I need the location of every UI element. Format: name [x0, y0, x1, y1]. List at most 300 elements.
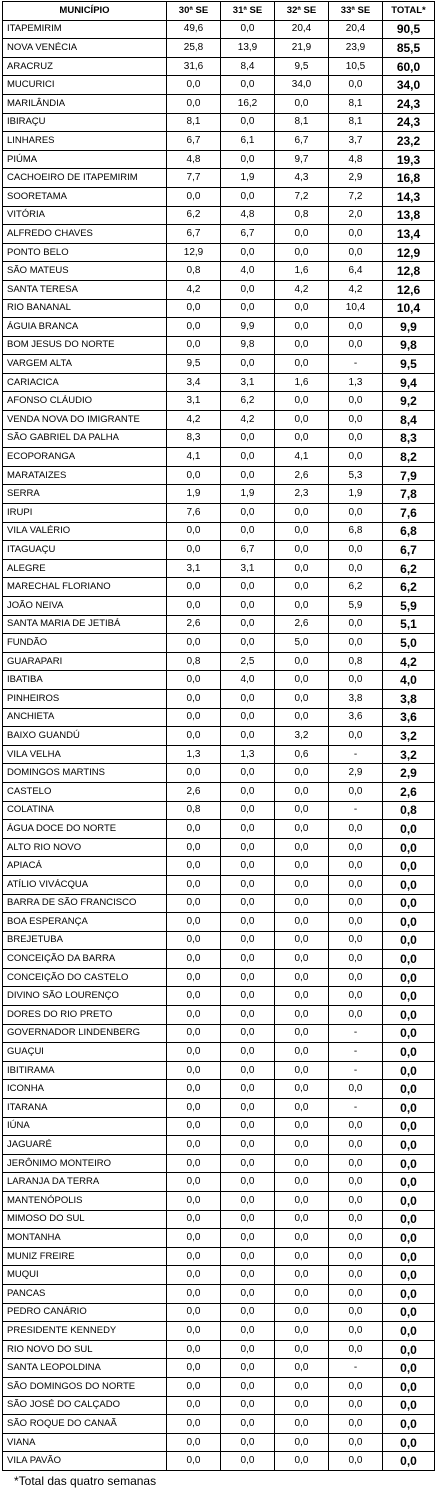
table-row	[3, 1415, 435, 1434]
week-31-cell: 0,0	[221, 466, 275, 485]
week-33-cell: 0,0	[329, 931, 383, 950]
week-30-cell: 9,5	[167, 355, 221, 374]
total-cell: 9,8	[383, 336, 435, 355]
municipio-cell: DORES DO RIO PRETO	[3, 1006, 167, 1025]
week-30-cell: 0,8	[167, 652, 221, 671]
total-cell: 0,0	[383, 1359, 435, 1378]
municipio-cell: MUCURICI	[3, 76, 167, 95]
total-cell: 7,6	[383, 504, 435, 523]
week-32-cell: 0,0	[275, 950, 329, 969]
week-32-cell: 0,0	[275, 597, 329, 616]
week-31-cell: 8,4	[221, 57, 275, 76]
municipio-cell: MIMOSO DO SUL	[3, 1210, 167, 1229]
total-cell: 9,9	[383, 318, 435, 337]
week-32-cell: 0,0	[275, 1396, 329, 1415]
municipio-cell: ALEGRE	[3, 559, 167, 578]
week-31-cell: 0,0	[221, 615, 275, 634]
week-33-cell: 8,1	[329, 94, 383, 113]
week-30-cell: 0,0	[167, 1340, 221, 1359]
week-32-cell: 4,2	[275, 280, 329, 299]
week-30-cell: 0,0	[167, 76, 221, 95]
municipio-cell: PONTO BELO	[3, 243, 167, 262]
total-cell: 9,5	[383, 355, 435, 374]
municipio-cell: ALTO RIO NOVO	[3, 838, 167, 857]
municipio-cell: AFONSO CLÁUDIO	[3, 392, 167, 411]
total-cell: 5,1	[383, 615, 435, 634]
week-31-cell: 0,0	[221, 1415, 275, 1434]
week-33-cell: 0,0	[329, 318, 383, 337]
table-row	[3, 522, 435, 541]
table-row	[3, 987, 435, 1006]
total-cell: 6,2	[383, 578, 435, 597]
total-cell: 0,0	[383, 1396, 435, 1415]
municipio-cell: MARILÂNDIA	[3, 94, 167, 113]
week-30-cell: 1,3	[167, 745, 221, 764]
week-30-cell: 0,0	[167, 1284, 221, 1303]
week-33-cell: 0,0	[329, 411, 383, 430]
municipio-cell: BARRA DE SÃO FRANCISCO	[3, 894, 167, 913]
total-cell: 9,4	[383, 373, 435, 392]
table-row	[3, 875, 435, 894]
week-33-cell: 0,0	[329, 1006, 383, 1025]
table-row	[3, 597, 435, 616]
municipio-cell: ITAPEMIRIM	[3, 20, 167, 39]
header-week-33: 33ª SE	[329, 2, 383, 21]
week-33-cell: 5,9	[329, 597, 383, 616]
week-33-cell: 3,7	[329, 132, 383, 151]
week-31-cell: 6,7	[221, 541, 275, 560]
week-32-cell: 0,0	[275, 1154, 329, 1173]
municipio-cell: ICONHA	[3, 1080, 167, 1099]
week-30-cell: 6,7	[167, 132, 221, 151]
week-32-cell: 0,0	[275, 559, 329, 578]
week-33-cell: 7,2	[329, 187, 383, 206]
week-32-cell: 0,0	[275, 689, 329, 708]
week-33-cell: 0,0	[329, 857, 383, 876]
week-32-cell: 0,0	[275, 1024, 329, 1043]
week-32-cell: 0,0	[275, 578, 329, 597]
week-32-cell: 0,0	[275, 1433, 329, 1452]
table-row	[3, 466, 435, 485]
week-32-cell: 0,0	[275, 355, 329, 374]
table-row	[3, 1247, 435, 1266]
total-cell: 0,0	[383, 1322, 435, 1341]
week-33-cell: 0,0	[329, 504, 383, 523]
week-30-cell: 0,0	[167, 1024, 221, 1043]
week-30-cell: 0,0	[167, 1452, 221, 1471]
week-32-cell: 2,6	[275, 615, 329, 634]
week-32-cell: 0,0	[275, 931, 329, 950]
week-30-cell: 7,7	[167, 169, 221, 188]
total-cell: 0,0	[383, 894, 435, 913]
week-30-cell: 6,2	[167, 206, 221, 225]
week-31-cell: 0,0	[221, 1322, 275, 1341]
week-33-cell: 0,0	[329, 1154, 383, 1173]
week-30-cell: 0,0	[167, 1173, 221, 1192]
week-32-cell: 0,0	[275, 1210, 329, 1229]
week-31-cell: 0,0	[221, 1061, 275, 1080]
municipio-cell: VILA VALÉRIO	[3, 522, 167, 541]
table-row	[3, 1117, 435, 1136]
table-row	[3, 689, 435, 708]
week-31-cell: 0,0	[221, 708, 275, 727]
week-30-cell: 0,0	[167, 1061, 221, 1080]
municipio-cell: FUNDÃO	[3, 634, 167, 653]
week-31-cell: 0,0	[221, 968, 275, 987]
table-row	[3, 541, 435, 560]
table-row	[3, 169, 435, 188]
total-cell: 5,9	[383, 597, 435, 616]
week-31-cell: 0,0	[221, 150, 275, 169]
table-row	[3, 1043, 435, 1062]
table-row	[3, 113, 435, 132]
municipio-cell: SÃO MATEUS	[3, 262, 167, 281]
week-30-cell: 4,2	[167, 280, 221, 299]
week-33-cell: 0,0	[329, 1433, 383, 1452]
table-row	[3, 57, 435, 76]
week-30-cell: 0,0	[167, 968, 221, 987]
table-row	[3, 745, 435, 764]
week-33-cell: 0,0	[329, 838, 383, 857]
total-cell: 0,0	[383, 950, 435, 969]
week-32-cell: 34,0	[275, 76, 329, 95]
week-32-cell: 0,0	[275, 1266, 329, 1285]
table-row	[3, 448, 435, 467]
week-31-cell: 1,3	[221, 745, 275, 764]
week-31-cell: 0,0	[221, 1210, 275, 1229]
table-row	[3, 1266, 435, 1285]
week-31-cell: 0,0	[221, 1340, 275, 1359]
week-30-cell: 0,0	[167, 1303, 221, 1322]
week-33-cell: 0,0	[329, 875, 383, 894]
total-cell: 0,0	[383, 968, 435, 987]
table-row	[3, 94, 435, 113]
week-33-cell: 0,0	[329, 541, 383, 560]
table-row	[3, 931, 435, 950]
week-31-cell: 0,0	[221, 931, 275, 950]
total-cell: 8,4	[383, 411, 435, 430]
week-33-cell: 8,1	[329, 113, 383, 132]
week-32-cell: 0,0	[275, 504, 329, 523]
municipio-cell: ITAGUAÇU	[3, 541, 167, 560]
week-31-cell: 0,0	[221, 838, 275, 857]
week-31-cell: 9,8	[221, 336, 275, 355]
total-cell: 12,9	[383, 243, 435, 262]
municipio-cell: MONTANHA	[3, 1229, 167, 1248]
week-30-cell: 0,0	[167, 1136, 221, 1155]
week-32-cell: 0,0	[275, 541, 329, 560]
table-row	[3, 615, 435, 634]
week-33-cell: 0,0	[329, 448, 383, 467]
week-33-cell: 0,0	[329, 1192, 383, 1211]
table-row	[3, 634, 435, 653]
week-32-cell: 0,0	[275, 429, 329, 448]
header-week-32: 32ª SE	[275, 2, 329, 21]
week-32-cell: 0,0	[275, 894, 329, 913]
table-row	[3, 801, 435, 820]
municipio-cell: ARACRUZ	[3, 57, 167, 76]
week-31-cell: 16,2	[221, 94, 275, 113]
table-row	[3, 243, 435, 262]
week-31-cell: 0,0	[221, 782, 275, 801]
municipio-cell: IBITIRAMA	[3, 1061, 167, 1080]
municipio-cell: JOÃO NEIVA	[3, 597, 167, 616]
week-32-cell: 0,0	[275, 94, 329, 113]
week-30-cell: 3,4	[167, 373, 221, 392]
week-33-cell: 2,9	[329, 764, 383, 783]
week-31-cell: 0,0	[221, 1229, 275, 1248]
week-32-cell: 0,8	[275, 206, 329, 225]
municipio-cell: COLATINA	[3, 801, 167, 820]
week-31-cell: 0,0	[221, 634, 275, 653]
week-32-cell: 1,6	[275, 373, 329, 392]
week-33-cell: 2,9	[329, 169, 383, 188]
table-row	[3, 764, 435, 783]
table-row	[3, 838, 435, 857]
table-row	[3, 708, 435, 727]
municipio-cell: IÚNA	[3, 1117, 167, 1136]
week-30-cell: 1,9	[167, 485, 221, 504]
week-32-cell: 0,0	[275, 671, 329, 690]
week-32-cell: 0,0	[275, 318, 329, 337]
municipio-cell: ÁGUA DOCE DO NORTE	[3, 820, 167, 839]
week-31-cell: 3,1	[221, 373, 275, 392]
total-cell: 0,0	[383, 931, 435, 950]
week-31-cell: 4,8	[221, 206, 275, 225]
municipio-cell: RIO NOVO DO SUL	[3, 1340, 167, 1359]
municipio-cell: MARECHAL FLORIANO	[3, 578, 167, 597]
table-row	[3, 1284, 435, 1303]
municipio-cell: CONCEIÇÃO DO CASTELO	[3, 968, 167, 987]
week-31-cell: 0,0	[221, 504, 275, 523]
table-row	[3, 280, 435, 299]
week-30-cell: 0,8	[167, 262, 221, 281]
table-row	[3, 1024, 435, 1043]
week-32-cell: 0,0	[275, 1359, 329, 1378]
week-33-cell: -	[329, 801, 383, 820]
municipio-cell: VIANA	[3, 1433, 167, 1452]
total-cell: 14,3	[383, 187, 435, 206]
total-cell: 6,8	[383, 522, 435, 541]
total-cell: 13,4	[383, 225, 435, 244]
week-30-cell: 25,8	[167, 39, 221, 58]
week-30-cell: 0,0	[167, 1322, 221, 1341]
week-33-cell: 2,0	[329, 206, 383, 225]
week-32-cell: 0,0	[275, 1284, 329, 1303]
week-33-cell: 0,0	[329, 1117, 383, 1136]
total-cell: 60,0	[383, 57, 435, 76]
total-cell: 9,2	[383, 392, 435, 411]
week-32-cell: 8,1	[275, 113, 329, 132]
table-row	[3, 411, 435, 430]
week-32-cell: 0,0	[275, 1452, 329, 1471]
week-31-cell: 0,0	[221, 597, 275, 616]
municipio-cell: DOMINGOS MARTINS	[3, 764, 167, 783]
week-31-cell: 6,1	[221, 132, 275, 151]
municipio-cell: SÃO DOMINGOS DO NORTE	[3, 1377, 167, 1396]
total-cell: 0,0	[383, 1229, 435, 1248]
municipio-cell: ÁGUIA BRANCA	[3, 318, 167, 337]
week-33-cell: 23,9	[329, 39, 383, 58]
municipio-cell: BOA ESPERANÇA	[3, 913, 167, 932]
table-row	[3, 820, 435, 839]
week-31-cell: 0,0	[221, 1433, 275, 1452]
week-30-cell: 0,0	[167, 1080, 221, 1099]
week-31-cell: 0,0	[221, 1006, 275, 1025]
week-33-cell: 6,8	[329, 522, 383, 541]
week-33-cell: 4,8	[329, 150, 383, 169]
week-31-cell: 0,0	[221, 448, 275, 467]
week-31-cell: 0,0	[221, 857, 275, 876]
table-row	[3, 1322, 435, 1341]
table-row	[3, 187, 435, 206]
week-32-cell: 0,6	[275, 745, 329, 764]
table-row	[3, 1377, 435, 1396]
total-cell: 0,0	[383, 1284, 435, 1303]
week-31-cell: 0,0	[221, 727, 275, 746]
header-row	[3, 2, 435, 21]
week-33-cell: 6,2	[329, 578, 383, 597]
week-30-cell: 0,0	[167, 1415, 221, 1434]
week-30-cell: 0,0	[167, 187, 221, 206]
week-32-cell: 21,9	[275, 39, 329, 58]
week-31-cell: 0,0	[221, 1452, 275, 1471]
total-cell: 0,0	[383, 1247, 435, 1266]
municipio-cell: IRUPI	[3, 504, 167, 523]
table-row	[3, 1080, 435, 1099]
week-32-cell: 0,0	[275, 336, 329, 355]
week-30-cell: 0,0	[167, 1210, 221, 1229]
week-33-cell: 0,0	[329, 1173, 383, 1192]
municipio-cell: IBATIBA	[3, 671, 167, 690]
week-31-cell: 0,0	[221, 355, 275, 374]
total-cell: 0,0	[383, 1452, 435, 1471]
table-row	[3, 1006, 435, 1025]
total-cell: 0,0	[383, 820, 435, 839]
week-30-cell: 0,0	[167, 820, 221, 839]
table-row	[3, 132, 435, 151]
header-municipio: MUNICÍPIO	[3, 2, 167, 21]
week-33-cell: 0,0	[329, 1452, 383, 1471]
total-cell: 0,0	[383, 1154, 435, 1173]
week-31-cell: 0,0	[221, 1117, 275, 1136]
municipio-cell: PANCAS	[3, 1284, 167, 1303]
table-row	[3, 225, 435, 244]
week-33-cell: 0,0	[329, 634, 383, 653]
week-31-cell: 0,0	[221, 1377, 275, 1396]
week-32-cell: 0,0	[275, 1247, 329, 1266]
week-32-cell: 0,0	[275, 764, 329, 783]
total-cell: 7,9	[383, 466, 435, 485]
week-32-cell: 0,0	[275, 1006, 329, 1025]
week-33-cell: 0,8	[329, 652, 383, 671]
week-33-cell: 0,0	[329, 968, 383, 987]
week-32-cell: 0,0	[275, 522, 329, 541]
municipio-cell: PINHEIROS	[3, 689, 167, 708]
week-33-cell: -	[329, 1043, 383, 1062]
week-33-cell: 4,2	[329, 280, 383, 299]
table-row	[3, 1210, 435, 1229]
week-33-cell: 0,0	[329, 987, 383, 1006]
week-30-cell: 2,6	[167, 782, 221, 801]
week-33-cell: 0,0	[329, 1340, 383, 1359]
week-31-cell: 0,0	[221, 299, 275, 318]
week-30-cell: 0,0	[167, 299, 221, 318]
week-32-cell: 5,0	[275, 634, 329, 653]
week-30-cell: 49,6	[167, 20, 221, 39]
week-31-cell: 0,0	[221, 1303, 275, 1322]
total-cell: 13,8	[383, 206, 435, 225]
municipio-cell: MANTENÓPOLIS	[3, 1192, 167, 1211]
week-31-cell: 0,0	[221, 1266, 275, 1285]
week-30-cell: 0,0	[167, 708, 221, 727]
week-30-cell: 0,0	[167, 318, 221, 337]
total-cell: 10,4	[383, 299, 435, 318]
week-30-cell: 0,0	[167, 578, 221, 597]
municipio-cell: DIVINO SÃO LOURENÇO	[3, 987, 167, 1006]
week-32-cell: 7,2	[275, 187, 329, 206]
week-31-cell: 0,0	[221, 522, 275, 541]
municipio-cell: ALFREDO CHAVES	[3, 225, 167, 244]
total-cell: 3,2	[383, 727, 435, 746]
week-33-cell: 0,0	[329, 1080, 383, 1099]
week-30-cell: 0,0	[167, 913, 221, 932]
week-33-cell: 0,0	[329, 820, 383, 839]
week-32-cell: 0,0	[275, 1080, 329, 1099]
week-32-cell: 0,0	[275, 913, 329, 932]
total-cell: 0,0	[383, 1117, 435, 1136]
municipio-cell: BREJETUBA	[3, 931, 167, 950]
table-row	[3, 1099, 435, 1118]
week-32-cell: 0,0	[275, 1322, 329, 1341]
week-32-cell: 0,0	[275, 1192, 329, 1211]
table-row	[3, 20, 435, 39]
week-32-cell: 0,0	[275, 857, 329, 876]
table-row	[3, 913, 435, 932]
week-32-cell: 0,0	[275, 968, 329, 987]
table-row	[3, 727, 435, 746]
week-33-cell: -	[329, 1359, 383, 1378]
week-30-cell: 0,0	[167, 1396, 221, 1415]
week-33-cell: -	[329, 355, 383, 374]
week-30-cell: 31,6	[167, 57, 221, 76]
municipio-cell: PEDRO CANÁRIO	[3, 1303, 167, 1322]
week-32-cell: 0,0	[275, 299, 329, 318]
week-33-cell: -	[329, 1061, 383, 1080]
table-row	[3, 1359, 435, 1378]
week-31-cell: 0,0	[221, 1247, 275, 1266]
total-cell: 0,0	[383, 1043, 435, 1062]
week-31-cell: 0,0	[221, 429, 275, 448]
week-33-cell: 0,0	[329, 1266, 383, 1285]
municipio-cell: MARATAIZES	[3, 466, 167, 485]
week-30-cell: 7,6	[167, 504, 221, 523]
week-30-cell: 0,0	[167, 1266, 221, 1285]
week-31-cell: 0,0	[221, 243, 275, 262]
total-cell: 0,0	[383, 1377, 435, 1396]
municipio-cell: GUAÇUI	[3, 1043, 167, 1062]
week-32-cell: 9,7	[275, 150, 329, 169]
week-30-cell: 4,1	[167, 448, 221, 467]
week-32-cell: 0,0	[275, 225, 329, 244]
week-32-cell: 0,0	[275, 1173, 329, 1192]
municipio-cell: CARIACICA	[3, 373, 167, 392]
week-30-cell: 8,1	[167, 113, 221, 132]
total-cell: 3,2	[383, 745, 435, 764]
week-30-cell: 0,0	[167, 671, 221, 690]
week-31-cell: 0,0	[221, 1173, 275, 1192]
week-33-cell: 0,0	[329, 894, 383, 913]
